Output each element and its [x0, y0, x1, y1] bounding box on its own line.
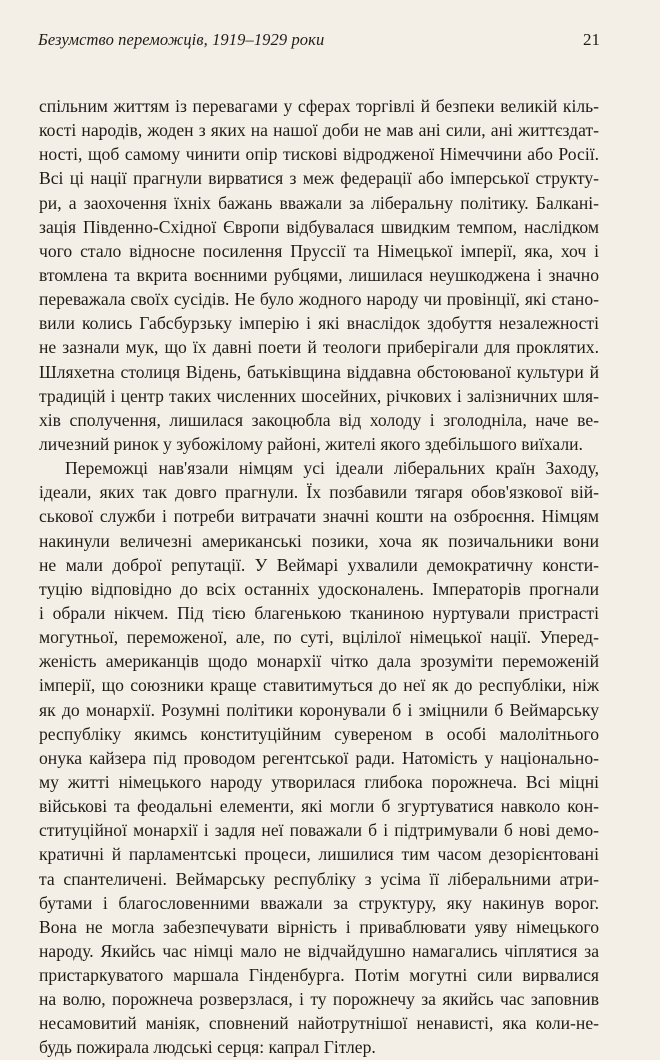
text-line: ідеали, яких так довго прагнули. Їх позбавили тягаря обов'язкової вій- [39, 482, 599, 503]
text-line: втомлена та вкрита воєнними рубцями, лишилася неушкоджена і значно [39, 264, 599, 285]
text-line: туцію відповідно до всіх останніх удосконалень. Імператорів прогнали [39, 578, 599, 599]
text-line: і обрали нікчем. Під тією благенькою тканиною нуртували пристрасті [39, 602, 599, 623]
text-line: імперії, що союзники краще ставитимуться до неї як до республіки, ніж [39, 675, 599, 696]
text-line: спільним життям із перевагами у сферах торгівлі й безпеки великій кіль- [39, 96, 599, 116]
running-title: Безумство переможців, 1919–1929 роки [38, 30, 325, 49]
text-line: переважала своїх сусідів. Не було жодного народу чи провінції, які стано- [39, 289, 599, 310]
text-line: накинули величезні американські позики, хоча як позичальники вони [39, 530, 599, 551]
text-line: хів сполучення, лишилася закоцюбла від холоду і зголоднiла, наче ве- [39, 409, 599, 430]
text-line: Шляхетна столиця Відень, батьківщина віддавна обстоюваної культури й [39, 361, 599, 382]
text-line: Всі ці нації прагнули вирватися з меж федерації або імперської структу- [39, 168, 599, 189]
text-line: женість американців щодо монархії чітко дала зрозуміти переможеній [39, 651, 599, 672]
text-line: республіку якимсь конституційним сувереном в особі малолітнього [39, 723, 599, 744]
text-line: Вона не могла забезпечувати вірність і приваблювати уяву німецького [39, 916, 599, 937]
text-line: не мали доброї репутації. У Веймарі ухвалили демократичну консти- [39, 554, 599, 575]
text-line: ри, а заохочення їхніх бажань вважали за ліберальну політику. Балкані- [39, 192, 599, 213]
text-line: несамовитий маніяк, сповнений найотрутнішої ненависті, яка коли-не- [39, 1013, 599, 1034]
text-line: військові та феодальні елементи, які могли б згуртуватися навколо кон- [39, 796, 599, 817]
text-line: ності, щоб самому чинити опір тисковi відродженої Німеччини або Росії. [39, 144, 599, 165]
text-line: традицій і центр таких численних шосейних, річкових і залізничних шля- [39, 385, 599, 406]
text-line: могутньої, переможеної, але, по суті, вцілілої німецької нації. Уперед- [39, 627, 599, 648]
text-line: вили колись Габсбурзьку імперію і які внаслідок здобуття незалежності [39, 313, 599, 334]
paragraph-2 [39, 456, 599, 1060]
text-line: личезний ринок у зубожілому районі, жителі якого здебільшого виїхали. [39, 433, 583, 454]
body-text [39, 94, 599, 1060]
paragraph-1 [39, 94, 599, 456]
text-line: чого стало відносне посилення Пруссії та Німецької імперії, яка, хоч і [39, 240, 599, 261]
text-line: кості народів, жоден з яких на нашої доби не мав ані сили, ані життєздат- [39, 120, 599, 141]
text-line: Переможці нав'язали німцям усі ідеали ліберальних країн Заходу, [65, 458, 599, 479]
text-line: му житті німецького народу утворилася глибока порожнеча. Всі міцні [39, 771, 599, 792]
text-line: зація Південно-Східної Європи відбувалася швидким темпом, наслідком [39, 216, 599, 237]
text-line: онука кайзера під проводом регентської ради. Натомість у національно- [39, 747, 599, 768]
text-line: на волю, порожнеча розверзлася, і ту порожнечу за якийсь час заповнив [39, 989, 599, 1010]
text-line: бутами і благословенними вважали за структуру, яку накинув ворог. [39, 892, 599, 913]
text-line: ституційної монархії і задля неї поважали б і підтримували б нові демо- [39, 820, 599, 841]
text-line: пристаркуватого маршала Гінденбурга. Потім могутні сили вирвалися [39, 965, 599, 986]
text-line: ськової служби і потреби витрачати значні кошти на озброєння. Німцям [39, 506, 599, 527]
text-line: не зазнали мук, що їх давні поети й теологи приберігали для проклятих. [39, 337, 599, 358]
text-line: будь пожирала людські серця: капрал Гітлер. [39, 1037, 376, 1058]
text-line: як до монархії. Розумні політики коронували б і зміцнили б Веймарську [39, 699, 599, 720]
text-line: та спантеличені. Веймарську республіку з усіма її ліберальними атри- [39, 868, 599, 889]
text-line: кратичні й парламентські процеси, лишилися тим часом дезорієнтовані [39, 844, 599, 865]
running-head [38, 30, 600, 54]
page-number: 21 [583, 30, 600, 49]
text-line: народу. Якийсь час німці мало не відчайдушно намагались чіплятися за [39, 940, 599, 961]
